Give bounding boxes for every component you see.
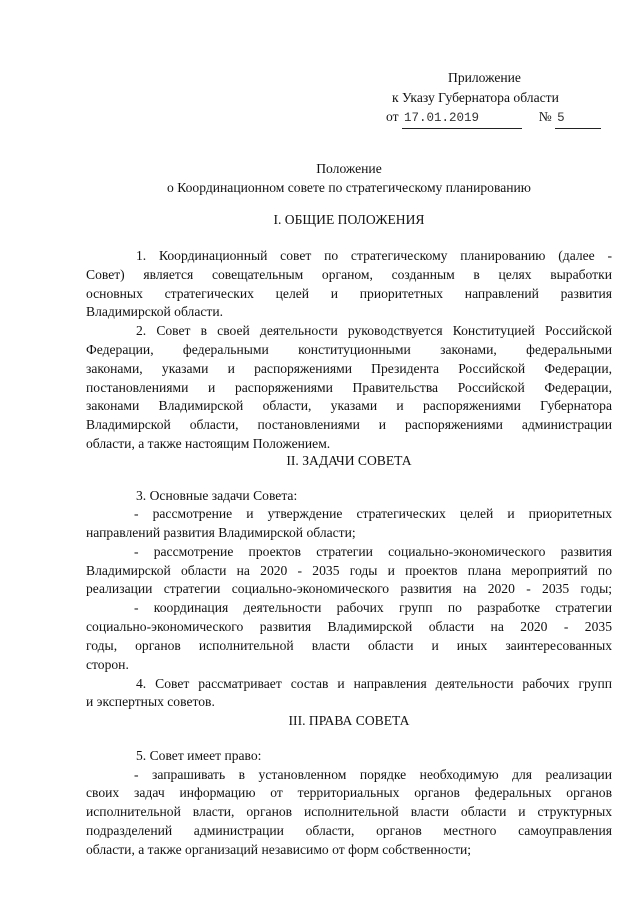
section-2-line: Владимирской области на 2020 - 2035 годы и проектов плана мероприятий по xyxy=(86,563,612,578)
section-2-line: - рассмотрение проектов стратегии социально-экономического развития xyxy=(134,544,612,559)
date-prefix: от xyxy=(386,109,399,124)
section-1-line: 1. Координационный совет по стратегическому планированию (далее - xyxy=(136,248,612,263)
number-prefix: № xyxy=(538,109,552,124)
decree-date: 17.01.2019 xyxy=(402,109,522,129)
section-3-line: - запрашивать в установленном порядке необходимую для реализации xyxy=(134,767,612,782)
appendix-label: Приложение xyxy=(448,70,521,85)
section-2-line: и экспертных советов. xyxy=(86,694,215,709)
section-2-line: направлений развития Владимирской области; xyxy=(86,525,356,540)
section-2-line: годы, органов исполнительной власти области и иных заинтересованных xyxy=(86,638,612,653)
section-3-line: области, а также организаций независимо от форм собственности; xyxy=(86,842,472,857)
appendix-decree-ref: к Указу Губернатора области xyxy=(392,90,559,105)
section-1-line: области, а также настоящим Положением. xyxy=(86,436,331,451)
section-1-line: Владимирской области. xyxy=(86,304,224,319)
section-1-line: Владимирской области, постановлениями и распоряжениями администрации xyxy=(86,417,612,432)
decree-date-line xyxy=(386,108,601,129)
decree-number: 5 xyxy=(555,109,601,129)
section-2-line: реализации стратегии социально-экономического развития на 2020 - 2035 годы; xyxy=(86,581,612,596)
section-1-line: Совет) является совещательным органом, созданным в целях выработки xyxy=(86,267,612,282)
section-1-line: законами Владимирской области, указами и распоряжениями Губернатора xyxy=(86,398,612,413)
section-1-line: основных стратегических целей и приоритетных направлений развития xyxy=(86,286,612,301)
section-1-line: постановлениями и распоряжениями Правительства Российской Федерации, xyxy=(86,380,612,395)
section-1-line: законами, указами и распоряжениями Президента Российской Федерации, xyxy=(86,361,612,376)
section-3-line: подразделений администрации области, органов местного самоуправления xyxy=(86,823,612,838)
section-3-heading: III. ПРАВА СОВЕТА xyxy=(288,713,410,728)
section-2-line: - рассмотрение и утверждение стратегических целей и приоритетных xyxy=(134,506,612,521)
section-2-heading: II. ЗАДАЧИ СОВЕТА xyxy=(286,453,412,468)
section-2-line: 3. Основные задачи Совета: xyxy=(136,488,298,503)
section-2-line: сторон. xyxy=(86,657,129,672)
section-1-line: Федерации, федеральными конституционными законами, федеральными xyxy=(86,342,612,357)
document-title: Положение xyxy=(316,161,382,176)
section-3-line: исполнительной власти, органов исполнительной власти области и структурных xyxy=(86,804,612,819)
document-subtitle: о Координационном совете по стратегическому планированию xyxy=(167,180,531,195)
section-2-line: - координация деятельности рабочих групп по разработке стратегии xyxy=(134,600,612,615)
section-1-heading: I. ОБЩИЕ ПОЛОЖЕНИЯ xyxy=(273,212,425,227)
section-3-line: 5. Совет имеет право: xyxy=(136,748,262,763)
section-3-line: своих задач информацию от территориальных органов федеральных органов xyxy=(86,785,612,800)
section-2-line: 4. Совет рассматривает состав и направления деятельности рабочих групп xyxy=(136,676,612,691)
section-2-line: социально-экономического развития Владимирской области на 2020 - 2035 xyxy=(86,619,612,634)
section-1-line: 2. Совет в своей деятельности руководствуется Конституцией Российской xyxy=(136,323,612,338)
